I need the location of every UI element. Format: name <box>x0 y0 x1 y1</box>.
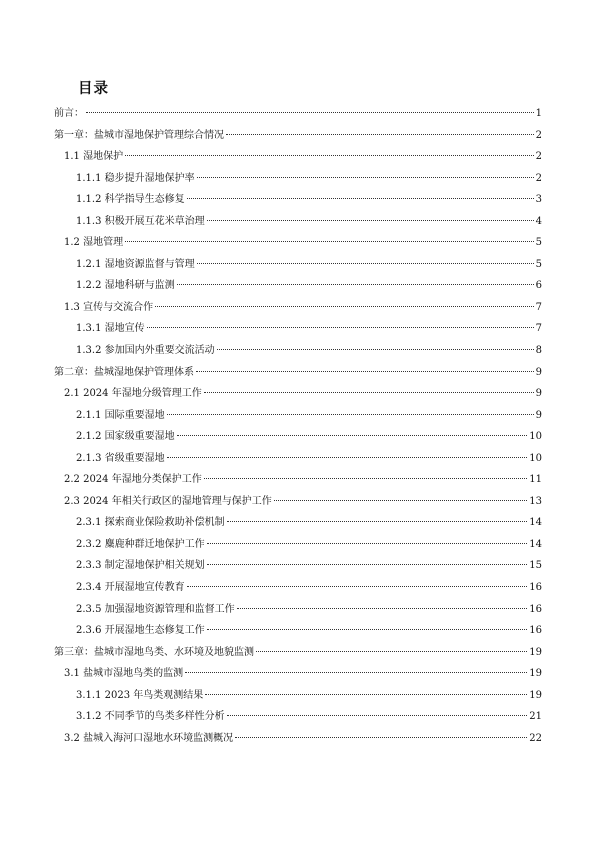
toc-dot-leader <box>167 414 534 415</box>
toc-page-number: 19 <box>529 646 542 658</box>
toc-entry[interactable] <box>54 362 542 384</box>
toc-entry[interactable] <box>54 706 542 728</box>
toc-page-number: 14 <box>529 538 542 550</box>
toc-page-number: 9 <box>535 388 542 400</box>
toc-entry[interactable] <box>54 125 542 147</box>
toc-entry[interactable] <box>54 146 542 168</box>
toc-page-number: 2 <box>535 151 542 163</box>
toc-entry[interactable] <box>54 577 542 599</box>
toc-entry[interactable] <box>54 168 542 190</box>
toc-dot-leader <box>125 155 534 156</box>
toc-entry[interactable] <box>54 534 542 556</box>
toc-page-number: 19 <box>529 668 542 680</box>
toc-dot-leader <box>197 263 534 264</box>
toc-title: 目录 <box>78 81 109 97</box>
toc-page-number: 2 <box>535 129 542 141</box>
toc-entry-text: 1.2 湿地管理 <box>64 237 124 249</box>
toc-dot-leader <box>177 435 528 436</box>
toc-entry[interactable] <box>54 642 542 664</box>
toc-page-number: 9 <box>535 409 542 421</box>
toc-page-number: 22 <box>529 732 542 744</box>
toc-dot-leader <box>167 457 528 458</box>
toc-entry-text: 第三章：盐城市湿地鸟类、水环境及地貌监测 <box>54 646 254 658</box>
toc-dot-leader <box>196 371 534 372</box>
toc-dot-leader <box>235 737 527 738</box>
toc-page-number: 5 <box>535 237 542 249</box>
toc-page-number: 16 <box>529 625 542 637</box>
toc-dot-leader <box>204 478 528 479</box>
toc-dot-leader <box>274 500 528 501</box>
toc-entry-text: 2.3.4 开展湿地宣传教育 <box>76 582 185 594</box>
toc-dot-leader <box>204 392 534 393</box>
toc-entry-text: 3.1.2 不同季节的鸟类多样性分析 <box>76 711 225 723</box>
toc-entry[interactable] <box>54 448 542 470</box>
toc-entry[interactable] <box>54 685 542 707</box>
toc-page-number: 11 <box>529 474 542 486</box>
toc-entry-text: 3.2 盐城入海河口湿地水环境监测概况 <box>64 732 234 744</box>
toc-page-number: 7 <box>535 323 542 335</box>
toc-entry-text: 2.1.1 国际重要湿地 <box>76 409 165 421</box>
toc-entry-text: 第一章：盐城市湿地保护管理综合情况 <box>54 129 224 141</box>
toc-page-number: 6 <box>535 280 542 292</box>
toc-entry-text: 1.1.3 积极开展互花米草治理 <box>76 215 205 227</box>
toc-dot-leader <box>187 198 534 199</box>
toc-dot-leader <box>187 586 528 587</box>
toc-entry[interactable] <box>54 491 542 513</box>
toc-page-number: 21 <box>529 711 542 723</box>
toc-entry[interactable] <box>54 512 542 534</box>
toc-page-number: 9 <box>535 366 542 378</box>
toc-page-number: 3 <box>535 194 542 206</box>
toc-page-number: 8 <box>535 345 542 357</box>
toc-entry-text: 1.2.1 湿地资源监督与管理 <box>76 258 195 270</box>
toc-entry-text: 2.2 2024 年湿地分类保护工作 <box>64 474 202 486</box>
toc-dot-leader <box>155 306 534 307</box>
toc-page-number: 2 <box>535 172 542 184</box>
toc-page-number: 13 <box>529 495 542 507</box>
toc-entry[interactable] <box>54 340 542 362</box>
toc-entry[interactable] <box>54 232 542 254</box>
toc-dot-leader <box>185 672 527 673</box>
toc-dot-leader <box>227 521 528 522</box>
toc-entry[interactable] <box>54 383 542 405</box>
toc-entry[interactable] <box>54 297 542 319</box>
toc-entry-text: 2.3.3 制定湿地保护相关规划 <box>76 560 205 572</box>
toc-page-number: 4 <box>535 215 542 227</box>
toc-dot-leader <box>205 694 527 695</box>
toc-entry-text: 1.2.2 湿地科研与监测 <box>76 280 175 292</box>
toc-page-number: 16 <box>529 603 542 615</box>
toc-page-number: 16 <box>529 582 542 594</box>
toc-entry-text: 3.1.1 2023 年鸟类观测结果 <box>76 689 204 701</box>
toc-entry[interactable] <box>54 663 542 685</box>
toc-entry-text: 1.1.1 稳步提升湿地保护率 <box>76 172 195 184</box>
toc-dot-leader <box>207 543 528 544</box>
toc-page-number: 19 <box>529 689 542 701</box>
toc-entry-text: 1.3.1 湿地宣传 <box>76 323 145 335</box>
toc-page-number: 10 <box>529 431 542 443</box>
toc-entry[interactable] <box>54 103 542 125</box>
toc-entry-text: 2.3.2 麋鹿种群迁地保护工作 <box>76 538 205 550</box>
toc-entry[interactable] <box>54 728 542 750</box>
toc-entry-text: 1.1.2 科学指导生态修复 <box>76 194 185 206</box>
toc-list <box>54 103 542 749</box>
toc-page-number: 5 <box>535 258 542 270</box>
toc-entry[interactable] <box>54 620 542 642</box>
toc-entry[interactable] <box>54 275 542 297</box>
toc-entry[interactable] <box>54 555 542 577</box>
toc-dot-leader <box>147 327 534 328</box>
toc-entry[interactable] <box>54 211 542 233</box>
toc-entry-text: 2.3 2024 年相关行政区的湿地管理与保护工作 <box>64 495 272 507</box>
toc-dot-leader <box>207 564 528 565</box>
toc-entry-text: 1.3.2 参加国内外重要交流活动 <box>76 345 215 357</box>
toc-dot-leader <box>207 629 528 630</box>
toc-page-number: 10 <box>529 452 542 464</box>
toc-dot-leader <box>125 241 534 242</box>
toc-entry-text: 前言： <box>54 108 84 119</box>
toc-entry-text: 2.1 2024 年湿地分级管理工作 <box>64 388 202 400</box>
toc-dot-leader <box>86 112 534 113</box>
toc-entry[interactable] <box>54 405 542 427</box>
toc-dot-leader <box>207 220 534 221</box>
toc-entry[interactable] <box>54 426 542 448</box>
toc-dot-leader <box>256 651 527 652</box>
toc-entry-text: 2.3.6 开展湿地生态修复工作 <box>76 625 205 637</box>
toc-dot-leader <box>226 134 534 135</box>
toc-entry[interactable] <box>54 189 542 211</box>
toc-entry[interactable] <box>54 469 542 491</box>
toc-dot-leader <box>217 349 534 350</box>
toc-dot-leader <box>197 177 534 178</box>
toc-entry-text: 2.3.5 加强湿地资源管理和监督工作 <box>76 603 235 615</box>
toc-entry[interactable] <box>54 254 542 276</box>
toc-dot-leader <box>237 608 528 609</box>
toc-entry-text: 2.1.3 省级重要湿地 <box>76 452 165 464</box>
toc-entry[interactable] <box>54 599 542 621</box>
toc-entry[interactable] <box>54 318 542 340</box>
toc-dot-leader <box>177 284 534 285</box>
toc-entry-text: 2.1.2 国家级重要湿地 <box>76 431 175 443</box>
toc-entry-text: 第二章：盐城湿地保护管理体系 <box>54 366 194 378</box>
toc-dot-leader <box>227 715 528 716</box>
toc-page-number: 14 <box>529 517 542 529</box>
toc-entry-text: 1.3 宣传与交流合作 <box>64 301 154 313</box>
toc-entry-text: 2.3.1 探索商业保险救助补偿机制 <box>76 517 225 529</box>
toc-entry-text: 1.1 湿地保护 <box>64 151 124 163</box>
toc-entry-text: 3.1 盐城市湿地鸟类的监测 <box>64 668 184 680</box>
toc-page-number: 1 <box>535 108 542 119</box>
toc-page-number: 15 <box>529 560 542 572</box>
toc-page-number: 7 <box>535 301 542 313</box>
